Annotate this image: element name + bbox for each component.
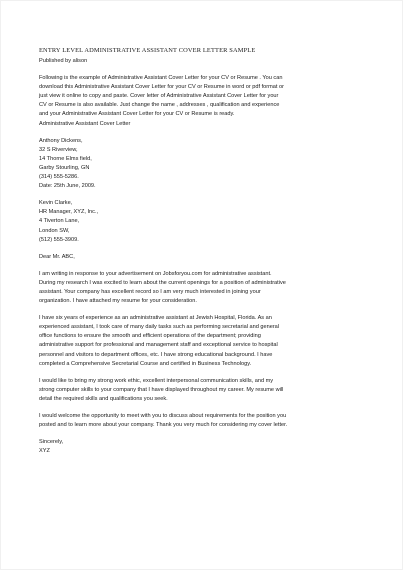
intro-line: CV or Resume is also available. Just change the name , addresses , qualification and experience <box>39 102 280 109</box>
intro-paragraph <box>39 74 369 129</box>
body-paragraph-4 <box>39 412 369 430</box>
intro-line: Following is the example of Administrative Assistant Cover Letter for your CV or Resume . You can <box>39 75 283 82</box>
body-line: During my research I was excited to learn about the current openings for a position of administrative <box>39 279 286 286</box>
body-paragraph-3 <box>39 377 369 404</box>
sender-address <box>39 137 369 192</box>
body-line: posted and to learn more about your company. Thank you very much for considering my cover letter. <box>39 422 288 429</box>
sender-line: Anthony Dickens, <box>39 137 83 144</box>
document-title: ENTRY LEVEL ADMINISTRATIVE ASSISTANT COVER LETTER SAMPLE <box>39 47 256 54</box>
recipient-line: London SW, <box>39 227 70 234</box>
body-line: I would welcome the opportunity to meet with you to discuss about requirements for the position you <box>39 413 287 419</box>
body-line: I would like to bring my strong work ethic, excellent interpersonal communication skills, and my <box>39 377 274 384</box>
sender-line: Garby Stourling, GN <box>39 164 90 171</box>
body-line: administrative support for professional and management staff and exceptional service to hospital <box>39 342 278 349</box>
body-line: detail the required skills and qualifications you seek. <box>39 395 168 402</box>
sender-line: Date: 25th June, 2009. <box>39 183 96 190</box>
sender-line: 14 Thorne Elms field, <box>39 155 92 162</box>
recipient-line: HR Manager, XYZ, Inc., <box>39 209 99 216</box>
signature: XYZ <box>39 448 50 455</box>
published-by: Published by alison <box>39 58 88 64</box>
body-paragraph-2 <box>39 314 369 369</box>
salutation: Dear Mr. ABC, <box>39 253 75 260</box>
closing: Sincerely, <box>39 439 64 446</box>
recipient-line: Kevin Clarke, <box>39 200 73 207</box>
intro-line: and your Administrative Assistant Cover Letter for your CV or Resume is ready. <box>39 111 235 118</box>
letter-content <box>39 46 369 456</box>
intro-line: just view it online to copy and paste. Cover letter of Administrative Assistant Cover Letter for your <box>39 93 279 100</box>
body-line: I am writing in response to your advertisement on Jobsforyou.com for administrative assistant. <box>39 270 272 277</box>
body-line: strong computer skills to your company that I have displayed throughout my career. My resume will <box>39 386 284 393</box>
sender-line: 32 S Riverview, <box>39 146 78 153</box>
body-line: organization. I have attached my resume for your consideration. <box>39 298 197 305</box>
body-line: experienced assistant, I took care of many daily tasks such as performing secretarial and general <box>39 324 280 331</box>
body-line: office functions to ensure the smooth and efficient operations of the department; providing <box>39 333 261 340</box>
recipient-line: (512) 555-3909. <box>39 236 79 243</box>
body-line: I have six years of experience as an administrative assistant at Jewish Hospital, Florida. As an <box>39 315 272 322</box>
sender-line: (314) 555-5286. <box>39 174 79 181</box>
body-line: assistant. Your company has excellent record so I am very much interested in joining your <box>39 288 261 295</box>
recipient-address <box>39 199 369 244</box>
body-line: completed a Comprehensive Secretarial Course and certified in Business Technology. <box>39 360 252 367</box>
recipient-line: 4 Tiverton Lane, <box>39 218 80 225</box>
intro-line: Administrative Assistant Cover Letter <box>39 120 131 127</box>
intro-line: download this Administrative Assistant Cover Letter for your CV or Resume in word or pdf format or <box>39 84 284 91</box>
body-paragraph-1 <box>39 270 369 306</box>
body-line: personnel and visitors to department offices, etc. I have strong educational background. I have <box>39 351 273 358</box>
